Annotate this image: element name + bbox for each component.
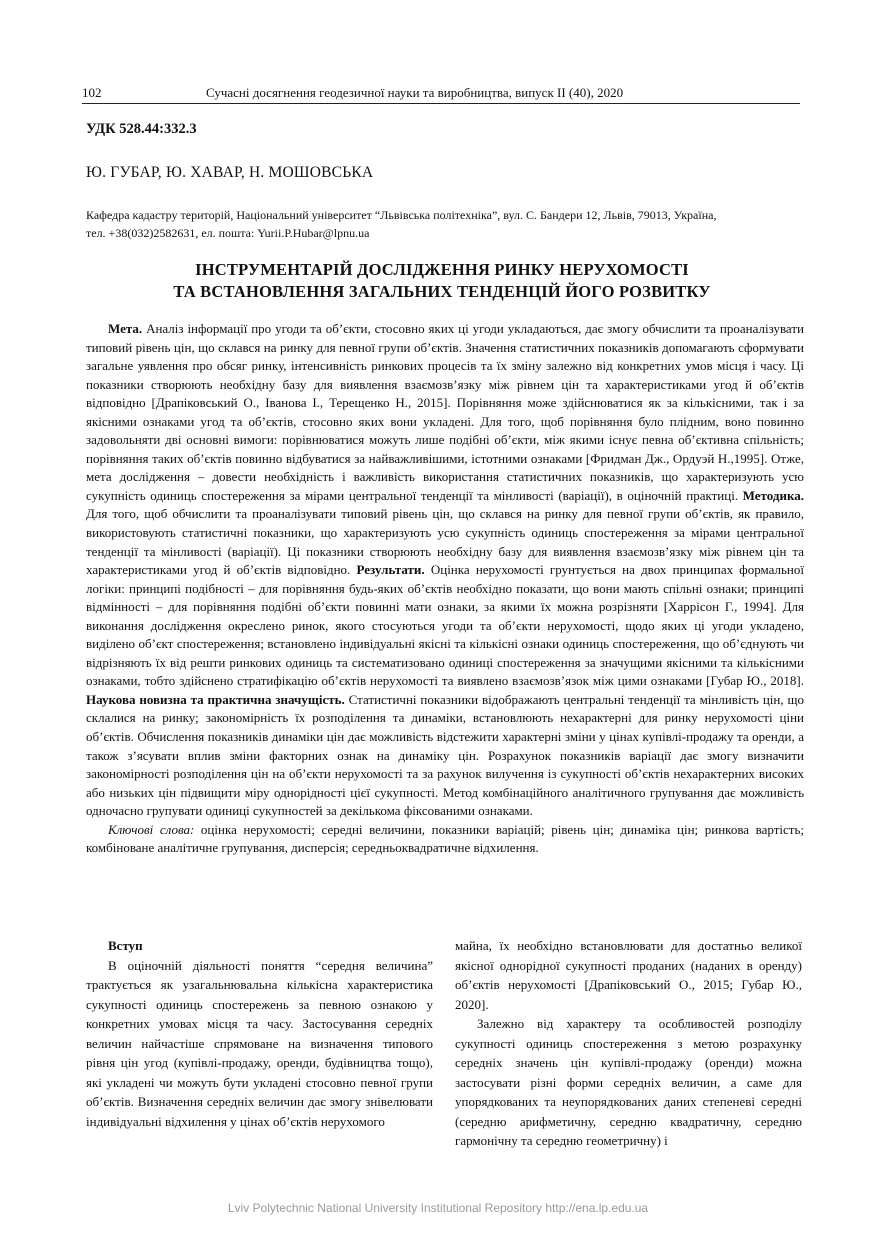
results-label: Результати. [356,562,425,578]
affiliation-line: Кафедра кадастру територій, Національний університет “Львівська політехніка”, вул. С. Бандери 12, Львів, 79013, Україна, [86,208,717,222]
page-number: 102 [82,85,102,100]
title-line-1: ІНСТРУМЕНТАРІЙ ДОСЛІДЖЕННЯ РИНКУ НЕРУХОМОСТІ [195,260,689,279]
authors: Ю. ГУБАР, Ю. ХАВАР, Н. МОШОВСЬКА [86,164,374,181]
abstract-paragraph [86,320,804,821]
udc-code: УДК 528.44:332.3 [86,121,197,137]
keywords [86,821,804,858]
method-text: Для того, щоб обчислити та проаналізувати типовий рівень цін, що склався на ринку для певної групи об’єктів, як правило, використовують статистичні показники, що характеризують усю сукупність одиниць спостереження за мірами центральної тенденції та мінливості (варіації). Ці показники створюють необхідну базу для виявлення взаємозв’язку між рівнем цін та характеристиками угод й об’єктів відповідно. [86,506,804,578]
body-column-left [86,936,433,1131]
aim-text: Аналіз інформації про угоди та об’єкти, стосовно яких ці угоди укладаються, дає змогу обчислити та проаналізувати типовий рівень цін, що склався на ринку для певної групи об’єктів. Значення статистичних показників допомагають сформувати загальне уявлення про обсяг ринку, інтенсивність ринкових процесів та їх зміну залежно від конкретних умов місця і часу. Ці показники створюють необхідну базу для виявлення взаємозв’язку між рівнем цін та характеристиками угод й об’єктів відповідно [Драпіковський О., Іванова І., Терещенко Н., 2015]. Порівняння може здійснюватися як за кількісними, так і за якісними ознаками угод та об’єктів, стосовно яких вони укладені. Для того, щоб порівняння було плідним, воно повинно задовольняти дві основні вимоги: порівнюватися можуть лише подібні об’єкти, між якими існує певна об’єктивна спільність; порівняння таких об’єктів повинно відбуватися за найважливішими, істотними ознаками [Фридман Дж., Ордуэй Н.,1995]. Отже, мета дослідження – довести необхідність і важливість використання статистичних показників, що характеризують усю сукупність одиниць спостереження за мірами центральної тенденції та мінливості (варіації), в оціночній практиці. [86,321,804,503]
keywords-text: оцінка нерухомості; середні величини, показники варіацій; рівень цін; динаміка цін; ринкова вартість; комбіноване аналітичне групування, дисперсія; середньоквадратичне відхилення. [86,821,804,856]
body-paragraph: В оціночній діяльності поняття “середня величина” трактується як узагальнювальна кількісна характеристика сукупності одиниць спостережень за певною ознакою у конкретних умовах місця та часу. Застосування середніх величин найчастіше спрямоване на визначення типового рівня цін угод (купівлі-продажу, оренди, будівництва тощо), які укладені чи можуть бути укладені стосовно певної групи об’єктів. Визначення середніх величин дає змогу знівелювати індивідуальні відхилення у цінах об’єктів нерухомого [86,957,433,1129]
abstract [86,320,804,858]
journal-title: Сучасні досягнення геодезичної науки та виробництва, випуск II (40), 2020 [206,85,624,100]
results-text: Оцінка нерухомості грунтується на двох принципах формальної логіки: принципі подібності – для порівняння будь-яких об’єктів необхідно показати, що вони мають спільні ознаки; принципі відмінності – для порівняння подібні об’єкти повинні мати ознаки, за якими їх можна розрізняти [Харрісон Г., 1994]. Для виконання дослідження окреслено ринок, якого стосуються угоди та об’єкти нерухомості, щодо яких ці угоди укладено, виділено об’єкт спостереження; встановлено індивідуальні якісні та кількісні ознаки одиниць спостереження, що об’єднують чи відрізняють їх від решти ринкових одиниць та систематизовано одиниці спостереження за значущими якісними та кількісними ознаками, тобто здійснено стратифікацію об’єктів нерухомості та виявлено взаємозв’язок між цими ознаками [Губар Ю., 2018]. [86,562,805,689]
running-header [82,83,800,104]
paper-title [82,259,802,303]
body-column-right [455,936,802,1151]
body-paragraph: майна, їх необхідно встановлювати для достатньо великої якісної однорідної сукупності проданих (наданих в оренду) об’єктів нерухомості [Драпіковський О., 2015; Губар Ю., 2020]. [455,938,802,1012]
novelty-label: Наукова новизна та практична значущість. [86,691,345,707]
keywords-label: Ключові слова: [108,821,195,837]
repository-footer: Lviv Polytechnic National University Institutional Repository http://ena.lp.edu.ua [227,1201,649,1215]
title-line-2: ТА ВСТАНОВЛЕННЯ ЗАГАЛЬНИХ ТЕНДЕНЦІЙ ЙОГО РОЗВИТКУ [173,282,711,301]
section-heading-intro: Вступ [108,938,143,953]
aim-label: Мета. [108,321,143,336]
affiliation [86,206,802,242]
body-paragraph: Залежно від характеру та особливостей розподілу сукупності одиниць спостереження з метою розрахунку середніх значень цін купівлі-продажу (оренди) можна застосувати різні форми середніх величин, а саме для упорядкованих та неупорядкованих даних степеневі середні (середню арифметичну, середню квадратичну, середню гармонічну та середню геометричну) і [455,1016,802,1148]
affiliation-contact: тел. +38(032)2582631, ел. пошта: Yurii.P.Hubar@lpnu.ua [86,226,370,240]
novelty-text: Статистичні показники відображають центральні тенденції та мінливість цін, що склалися на ринку; закономірність їх розподілення та динаміки, встановлюють нехарактерні для ринку нерухомості ціни об’єктів. Обчислення показників динаміки цін дає можливість відстежити характерні зміни у цінах купівлі-продажу та оренди, а також з’ясувати вплив зміни факторних ознак на динаміку цін. Розрахунок показників варіації дає змогу визначити закономірності розподілення цін на об’єкти нерухомості та за рахунок вилучення із сукупності об’єктів нехарактерних високих або низьких цін підвищити міру однорідності цієї сукупності. Метод комбінаційного аналітичного групування дає можливість одночасно групувати одиниці сукупностей за декількома фіксованими ознаками. [86,691,804,819]
method-label: Методика. [742,487,804,503]
